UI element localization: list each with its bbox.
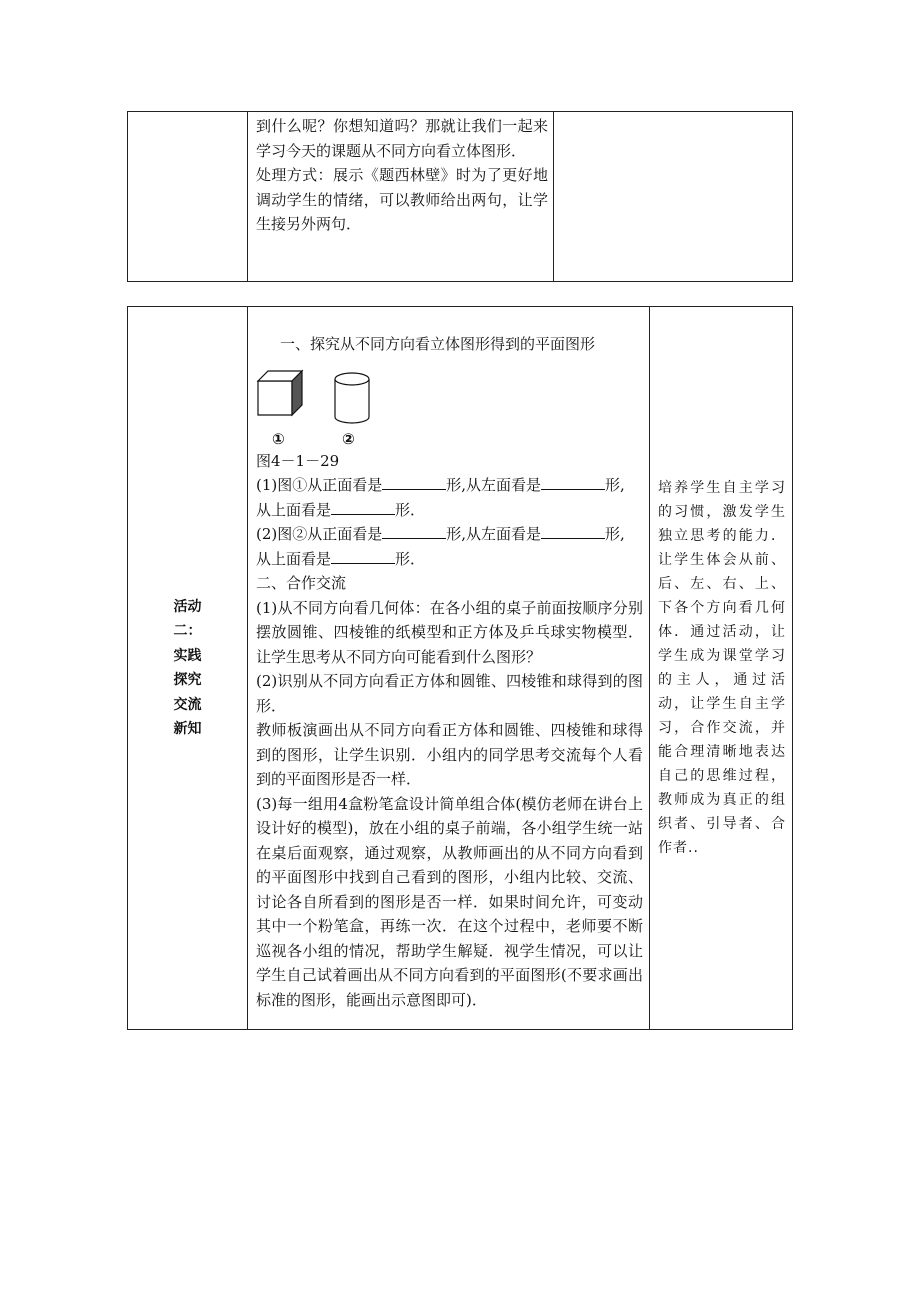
activity-label-line: 活动	[173, 598, 202, 615]
activity-content-cell	[248, 307, 650, 1030]
section2-title: 二、合作交流	[256, 574, 347, 592]
answer-blank[interactable]	[541, 524, 605, 539]
paragraph-4: (3)每一组用4盒粉笔盒设计简单组合体(模仿老师在讲台上设计好的模型)，放在小组的桌子前端，各小组学生统一站在桌后面观察，通过观察，从教师画出的从不同方向看到的平面图形中找到自己看到的图形，小组内比较、交流、讨论各自所看到的图形是否一样．如果时间允许，可变动其中一个粉笔盒，再练一次．在这个过程中，老师要不断巡视各小组的情况，帮助学生解疑．视学生情况，可以让学生自己试着画出从不同方向看到的平面图形(不要求画出标准的图形，能画出示意图即可)．	[256, 794, 643, 1009]
design-intent-cell	[650, 307, 793, 1030]
paragraph-3: 教师板演画出从不同方向看正方体和圆锥、四棱锥和球得到的图形，让学生识别．小组内的同学思考交流每个人看到的平面图形是否一样．	[256, 721, 643, 788]
top-note-cell	[554, 112, 793, 282]
top-content-cell	[248, 112, 554, 282]
question-2-cont: 从上面看是 形．	[256, 549, 426, 568]
answer-blank[interactable]	[331, 549, 395, 564]
activity-label-cell	[128, 307, 248, 1030]
activity-label-line: 探究	[173, 672, 202, 688]
activity-label-line: 新知	[173, 721, 202, 737]
cylinder-icon	[335, 373, 369, 423]
paragraph-1: (1)从不同方向看几何体：在各小组的桌子前面按顺序分别摆放圆锥、四棱锥的纸模型和正方体及乒乓球实物模型．让学生思考从不同方向可能看到什么图形？	[256, 598, 643, 666]
figure-label-2: ②	[342, 429, 355, 448]
answer-blank[interactable]	[541, 475, 605, 490]
figure-caption: 图4－1－29	[256, 451, 340, 470]
activity-label-line: 实践	[173, 647, 202, 664]
design-intent-text: 培养学生自主学习的习惯，激发学生独立思考的能力．让学生体会从前、后、左、右、上、下各个方向看几何体．通过活动，让学生成为课堂学习的主人，通过活动，让学生自主学习，合作交流，并能合理清晰地表达自己的思维过程，教师成为真正的组织者、引导者、合作者..	[658, 480, 786, 856]
figure-4-1-29	[256, 367, 643, 449]
handling-text: 处理方式：展示《题西林壁》时为了更好地调动学生的情绪，可以教师给出两句，让学生接另外两句．	[256, 166, 548, 233]
section1-title: 一、探究从不同方向看立体图形得到的平面图形	[280, 335, 596, 353]
question-1-cont: 从上面看是 形．	[256, 500, 426, 519]
activity-label-line: 二：	[173, 623, 202, 639]
top-table	[127, 111, 793, 282]
solid-figures	[256, 367, 396, 427]
answer-blank[interactable]	[382, 475, 446, 490]
figure-label-1: ①	[272, 429, 285, 448]
activity-label-line: 交流	[173, 696, 202, 713]
answer-blank[interactable]	[331, 500, 395, 515]
answer-blank[interactable]	[382, 524, 446, 539]
paragraph-2: (2)识别从不同方向看正方体和圆锥、四棱锥和球得到的图形．	[256, 672, 643, 715]
intro-text: 到什么呢？你想知道吗？那就让我们一起来学习今天的课题从不同方向看立体图形．	[256, 117, 548, 160]
question-2: (2)图②从正面看是 形,从左面看是 形,	[256, 525, 625, 543]
top-label-cell	[128, 112, 248, 282]
question-1: (1)图①从正面看是 形,从左面看是 形,	[256, 476, 625, 494]
cube-icon	[258, 371, 302, 415]
activity-table	[127, 306, 793, 1030]
